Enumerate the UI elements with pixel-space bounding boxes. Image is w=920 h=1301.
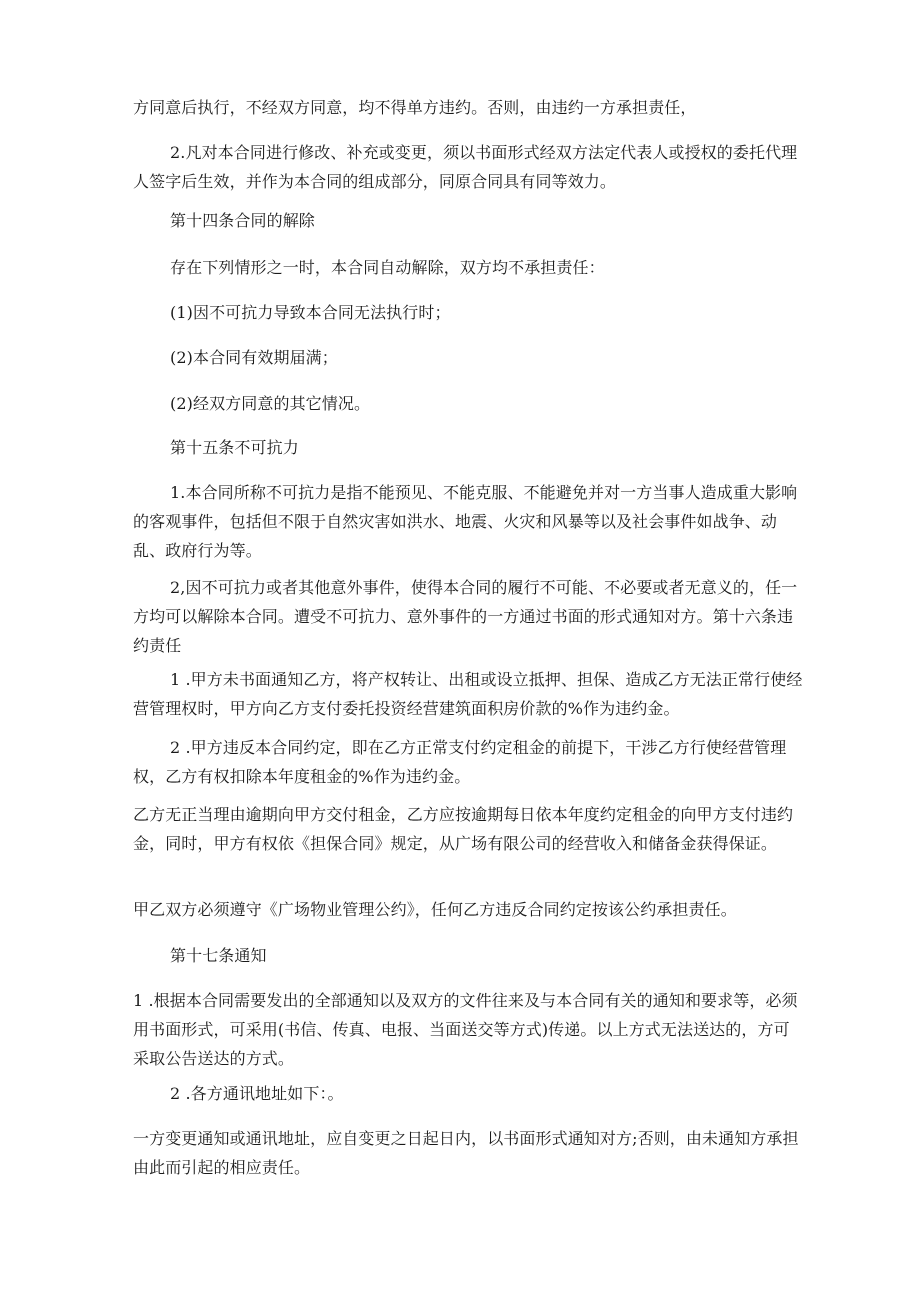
heading-article-15: 第十五条不可抗力 <box>170 438 299 457</box>
paragraph-late-rent: 乙方无正当理由逾期向甲方交付租金，乙方应按逾期每日依本年度约定租金的向甲方支付违约金，同时，甲方有权依《担保合同》规定，从广场有限公司的经营收入和储备金获得保证。 <box>133 805 794 853</box>
paragraph-address-change: 一方变更通知或通讯地址，应自变更之日起日内，以书面形式通知对方;否则，由未通知方承担由此而引起的相应责任。 <box>133 1129 799 1177</box>
paragraph-breach-1: 1 .甲方未书面通知乙方，将产权转让、出租或设立抵押、担保、造成乙方无法正常行使经营管理权时，甲方向乙方支付委托投资经营建筑面积房价款的%作为违约金。 <box>133 670 803 718</box>
paragraph-termination-intro: 存在下列情形之一时，本合同自动解除，双方均不承担责任： <box>170 258 605 277</box>
paragraph-clause-2: 2.凡对本合同进行修改、补充或变更，须以书面形式经双方法定代表人或授权的委托代理人签字后生效，并作为本合同的组成部分，同原合同具有同等效力。 <box>133 143 798 191</box>
list-item-1: (1)因不可抗力导致本合同无法执行时； <box>170 303 451 322</box>
paragraph-notice-2: 2 .各方通讯地址如下：。 <box>170 1084 344 1103</box>
heading-article-17: 第十七条通知 <box>170 946 267 965</box>
paragraph-property-rules: 甲乙双方必须遵守《广场物业管理公约》，任何乙方违反合同约定按该公约承担责任。 <box>133 900 737 919</box>
list-item-3: (2)经双方同意的其它情况。 <box>170 394 371 413</box>
paragraph-notice-1: 1 .根据本合同需要发出的全部通知以及双方的文件往来及与本合同有关的通知和要求等，必须用书面形式，可采用(书信、传真、电报、当面送交等方式)传递。以上方式无法送达的，方可采取公告送达的方式。 <box>133 991 798 1068</box>
paragraph-continuation: 方同意后执行，不经双方同意，均不得单方违约。否则，由违约一方承担责任， <box>133 98 697 117</box>
paragraph-force-majeure-1: 1.本合同所称不可抗力是指不能预见、不能克服、不能避免并对一方当事人造成重大影响的客观事件，包括但不限于自然灾害如洪水、地震、火灾和风暴等以及社会事件如战争、动乱、政府行为等。 <box>133 483 798 560</box>
paragraph-breach-2: 2 .甲方违反本合同约定，即在乙方正常支付约定租金的前提下，干涉乙方行使经营管理权，乙方有权扣除本年度租金的%作为违约金。 <box>133 738 787 786</box>
heading-article-14: 第十四条合同的解除 <box>170 211 315 230</box>
paragraph-force-majeure-2: 2,因不可抗力或者其他意外事件，使得本合同的履行不可能、不必要或者无意义的，任一方均可以解除本合同。遭受不可抗力、意外事件的一方通过书面的形式通知对方。第十六条违约责任 <box>133 578 798 655</box>
list-item-2: (2)本合同有效期届满； <box>170 348 338 367</box>
